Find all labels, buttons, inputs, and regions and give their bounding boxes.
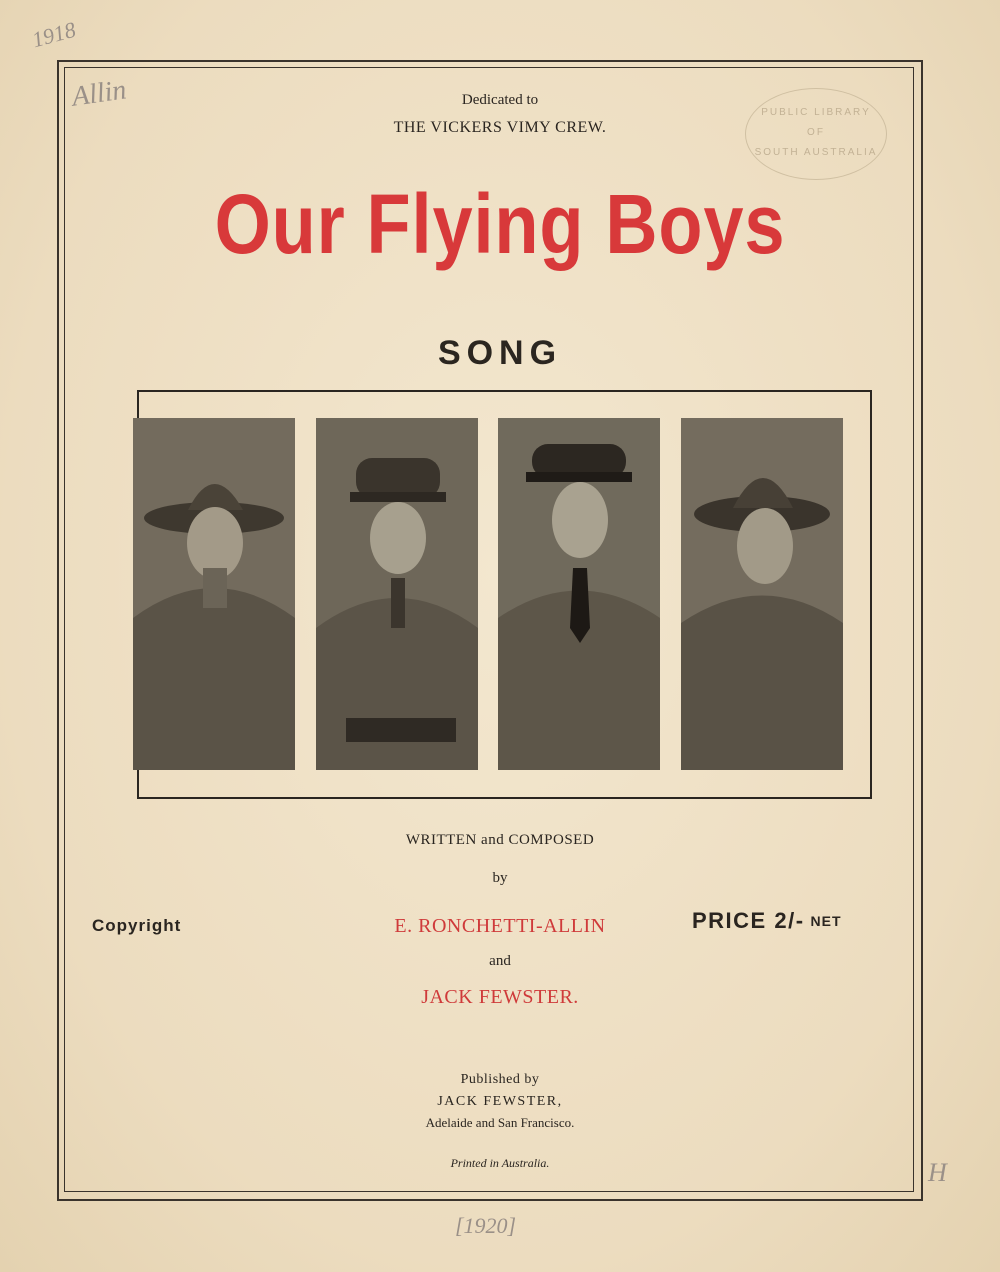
stamp-line-1: PUBLIC LIBRARY bbox=[761, 107, 871, 118]
stamp-line-3: SOUTH AUSTRALIA bbox=[754, 147, 878, 158]
written-and-composed: WRITTEN and COMPOSED bbox=[405, 832, 595, 848]
credits-and: and bbox=[489, 953, 511, 969]
crew-photo-4 bbox=[681, 418, 843, 770]
author-1: E. RONCHETTI-ALLIN bbox=[394, 915, 606, 937]
stamp-line-2: OF bbox=[807, 127, 825, 138]
price-value: PRICE 2/- bbox=[692, 908, 805, 933]
price-suffix: NET bbox=[810, 913, 842, 929]
publisher-name: JACK FEWSTER, bbox=[437, 1094, 563, 1109]
copyright-label: Copyright bbox=[92, 916, 182, 935]
song-subtitle: SONG bbox=[437, 334, 563, 372]
printed-in: Printed in Australia. bbox=[450, 1156, 550, 1170]
handwritten-name: Allin bbox=[70, 74, 129, 113]
author-2: JACK FEWSTER. bbox=[421, 986, 579, 1008]
crew-photo-3 bbox=[498, 418, 660, 770]
credits-by: by bbox=[492, 870, 508, 886]
handwritten-corner-note: 1918 bbox=[29, 16, 79, 53]
handwritten-year: [1920] bbox=[455, 1213, 517, 1238]
price bbox=[692, 908, 842, 934]
dedication-label: Dedicated to bbox=[461, 92, 539, 108]
published-by-label: Published by bbox=[460, 1072, 540, 1087]
handwritten-mark: H bbox=[928, 1158, 947, 1187]
crew-photo-2 bbox=[316, 418, 478, 770]
song-title: Our Flying Boys bbox=[214, 177, 786, 271]
publisher-cities: Adelaide and San Francisco. bbox=[425, 1115, 575, 1130]
crew-photo-1 bbox=[133, 418, 295, 770]
dedicatee: THE VICKERS VIMY CREW. bbox=[393, 119, 607, 136]
